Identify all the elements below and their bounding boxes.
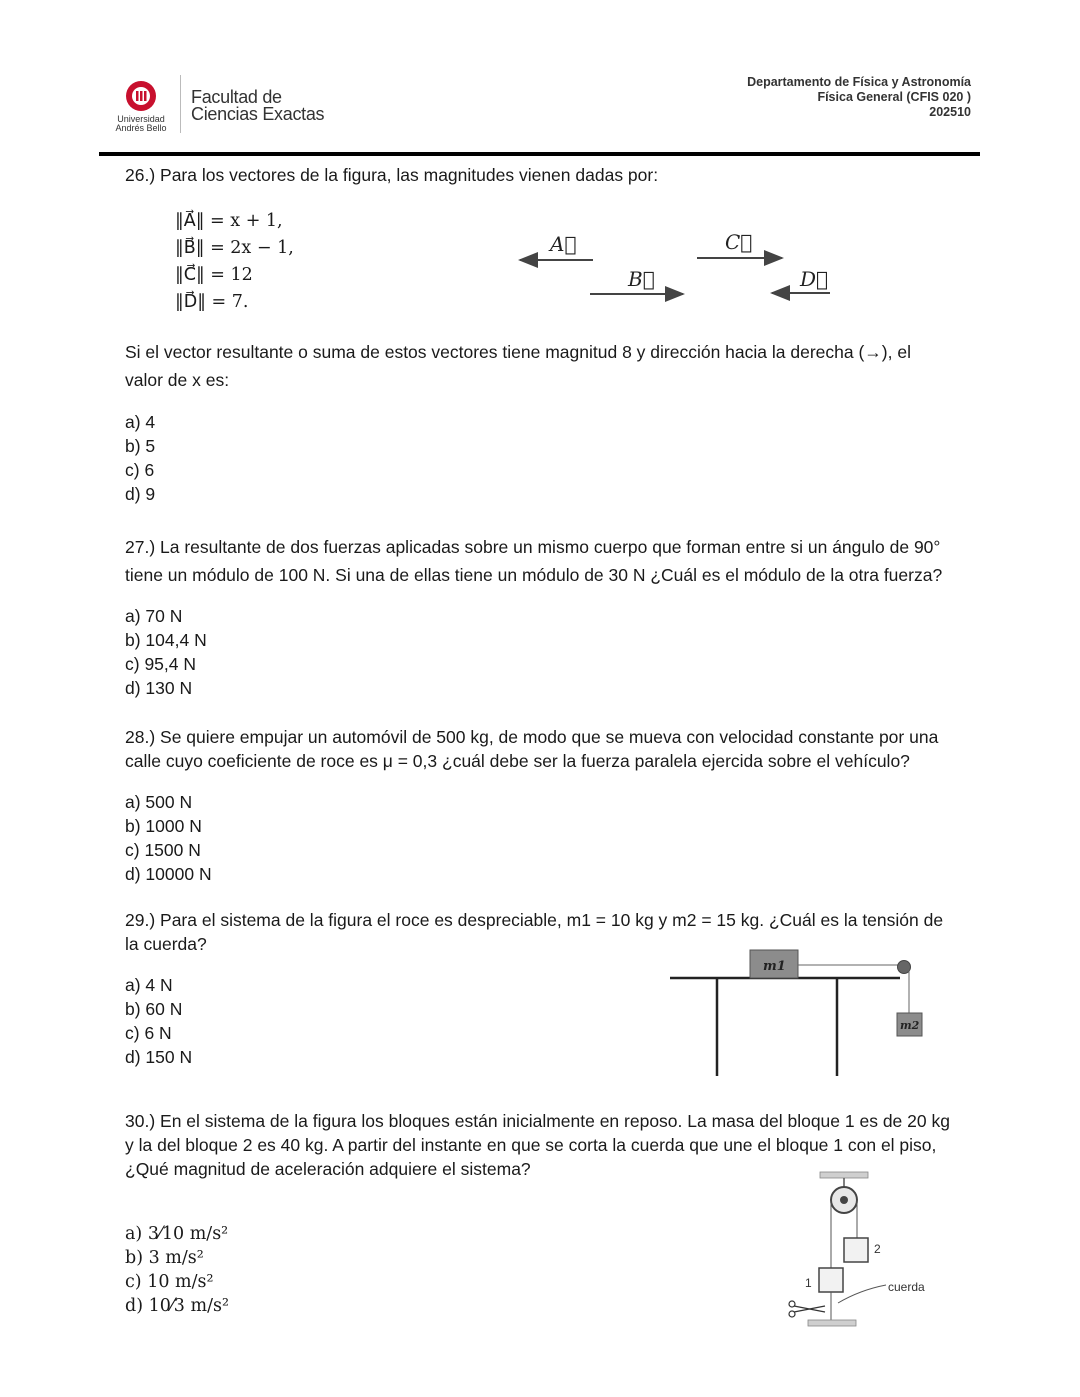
header-info [747, 75, 971, 120]
header-rule [99, 152, 980, 156]
unab-shield-icon [108, 78, 178, 118]
logo-divider [180, 75, 181, 133]
option-a: a) 70 N [125, 606, 183, 626]
question-26-magnitudes [175, 208, 294, 316]
option-b: b) 60 N [125, 999, 183, 1019]
hanging-blocks-figure [780, 1170, 940, 1335]
magnitude-a: ‖A⃗‖ = x + 1, [175, 211, 283, 231]
option-b: b) 5 [125, 436, 156, 456]
vector-b-label: B⃗ [628, 267, 655, 291]
block-m1-label: m1 [763, 959, 786, 974]
faculty-name-line2: Ciencias Exactas [191, 104, 325, 124]
option-b: b) 3 m/s² [125, 1248, 204, 1268]
header [0, 0, 1080, 160]
option-b: b) 1000 N [125, 816, 202, 836]
term-code: 202510 [929, 105, 971, 119]
option-c: c) 95,4 N [125, 654, 196, 674]
block-2-label: 2 [874, 1242, 881, 1256]
question-30-stem: 30.) En el sistema de la figura los bloques están inicialmente en reposo. La masa del bloque 1 es de 20 kg y la del bloque 2 es 40 kg. A partir del instante en que se corta la cuerda que une el bloque 1 con el piso, ¿Qué magnitud de aceleración adquiere el sistema? [125, 1111, 950, 1179]
option-d: d) 150 N [125, 1047, 193, 1067]
vector-d-label: D⃗ [800, 267, 829, 291]
university-name-line1: Universidad [117, 114, 165, 124]
block-m2-label: m2 [900, 1019, 920, 1032]
faculty-name-line1: Facultad de [191, 87, 282, 107]
course-name: Física General (CFIS 020 ) [817, 90, 971, 104]
option-c: c) 1500 N [125, 840, 201, 860]
question-28-stem: 28.) Se quiere empujar un automóvil de 500 kg, de modo que se mueva con velocidad constante por una calle cuyo coeficiente de roce es μ = 0,3 ¿cuál debe ser la fuerza paralela ejercida sobre el vehículo? [125, 727, 939, 771]
question-30-options [125, 1222, 229, 1318]
question-28-options [125, 790, 212, 886]
question-29-options [125, 973, 192, 1069]
vectors-figure [500, 220, 850, 310]
question-26-text: Si el vector resultante o suma de estos vectores tiene magnitud 8 y dirección hacia la derecha (→), el valor de x es: [125, 342, 911, 390]
magnitude-b: ‖B⃗‖ = 2x − 1, [175, 238, 294, 258]
question-26-options [125, 410, 155, 506]
question-27-stem: 27.) La resultante de dos fuerzas aplicadas sobre un mismo cuerpo que forman entre si un ángulo de 90° tiene un módulo de 100 N. Si una de ellas tiene un módulo de 30 N ¿Cuál es el módulo de la otra fuerza? [125, 537, 943, 585]
question-29-stem: 29.) Para el sistema de la figura el roce es despreciable, m1 = 10 kg y m2 = 15 kg. ¿Cuál es la tensión de la cuerda? [125, 910, 944, 954]
block-1-label: 1 [805, 1276, 812, 1290]
magnitude-d: ‖D⃗‖ = 7. [175, 292, 249, 312]
option-a: a) 500 N [125, 792, 193, 812]
university-name-line2: Andrés Bello [115, 123, 167, 133]
university-logo [108, 78, 178, 138]
option-b: b) 104,4 N [125, 630, 207, 650]
option-a: a) 4 N [125, 975, 173, 995]
option-d: d) 9 [125, 484, 156, 504]
option-d: d) 130 N [125, 678, 193, 698]
table-pulley-figure [665, 945, 925, 1080]
vector-c-label: C⃗ [725, 230, 753, 254]
option-c: c) 10 m/s² [125, 1272, 214, 1292]
cuerda-label: cuerda [888, 1280, 925, 1294]
department-name: Departamento de Física y Astronomía [747, 75, 971, 89]
option-d: d) 10000 N [125, 864, 212, 884]
option-c: c) 6 N [125, 1023, 172, 1043]
option-d: d) 10⁄3 m/s² [125, 1296, 229, 1316]
pulley-hub [840, 1196, 848, 1204]
option-a: a) 4 [125, 412, 156, 432]
magnitude-c: ‖C⃗‖ = 12 [175, 265, 253, 285]
question-27-options [125, 604, 207, 700]
ceiling [820, 1172, 868, 1178]
option-a: a) 3⁄10 m/s² [125, 1224, 229, 1244]
block-1 [819, 1268, 843, 1292]
floor [808, 1320, 856, 1326]
block-2 [844, 1238, 868, 1262]
option-c: c) 6 [125, 460, 155, 480]
scissors-icon [789, 1301, 825, 1317]
vector-a-label: A⃗ [550, 232, 577, 256]
question-26-stem: 26.) Para los vectores de la figura, las magnitudes vienen dadas por: [125, 165, 659, 185]
cuerda-pointer-line [838, 1285, 886, 1303]
